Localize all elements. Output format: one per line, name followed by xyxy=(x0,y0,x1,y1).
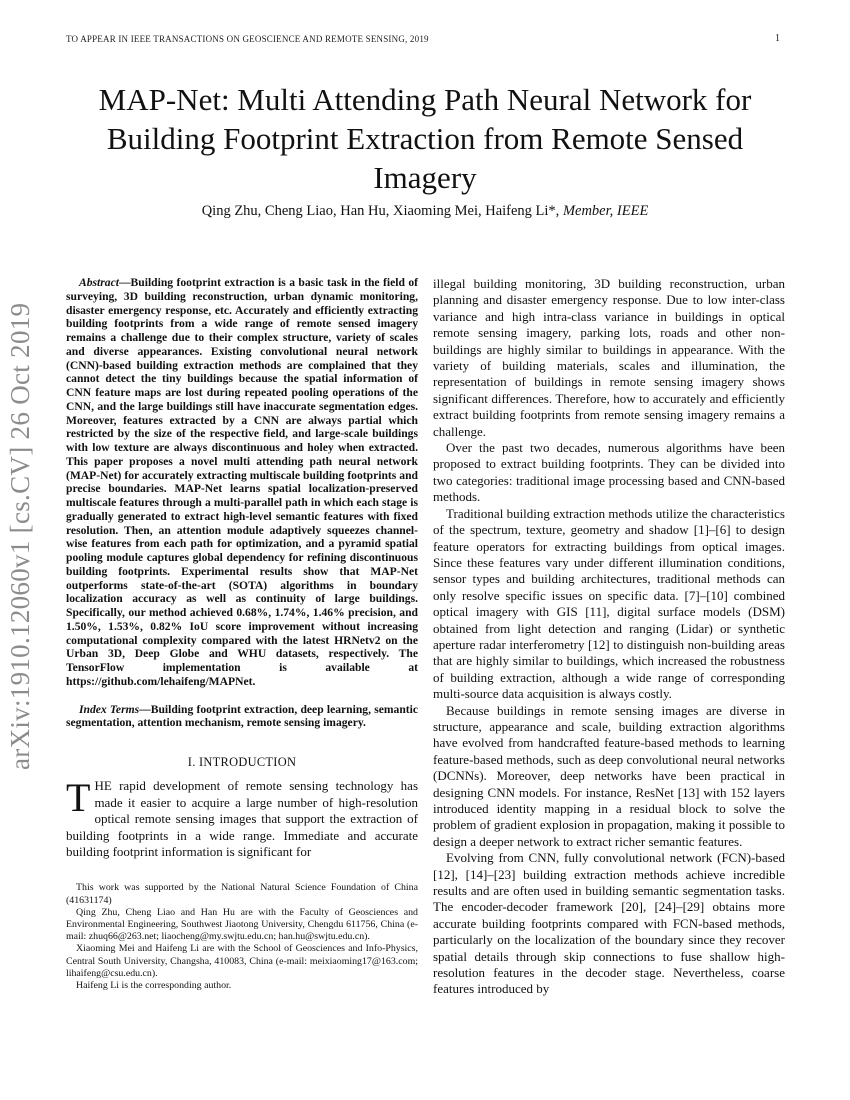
abstract-lead: Abstract xyxy=(79,276,119,289)
index-terms xyxy=(66,703,418,731)
author-line xyxy=(60,203,790,220)
body-paragraph: Because buildings in remote sensing images are diverse in structure, appearance and scale, building extraction algorithms have evolved from handcrafted feature-based methods to learning feature-based methods, such as deep convolutional neural networks (DCNNs). Moreover, deep networks have been practical in designing CNN models. For instance, ResNet [13] with 152 layers introduced identity mapping in a residual block to solve the problem of gradient explosion in propagation, making it possible to design a deeper network to extract richer semantic features. xyxy=(433,702,785,849)
footnotes xyxy=(66,882,418,992)
author-names: Qing Zhu, Cheng Liao, Han Hu, Xiaoming Mei, Haifeng Li*, xyxy=(201,203,563,219)
paper-title: MAP-Net: Multi Attending Path Neural Network for Building Footprint Extraction from Remote Sensed Imagery xyxy=(98,82,752,195)
body-paragraph: Traditional building extraction methods utilize the characteristics of the spectrum, texture, geometry and shadow [1]–[6] to design feature operators for extracting buildings from optical images. Since these features vary under different illumination conditions, sensor types and building architectures, traditional methods can only resolve specific issues on specific data. [7]–[10] combined optical imagery with GIS [11], digital surface models (DSM) obtained from light detection and ranging (Lidar) or synthetic aperture radar interferometry [12] to distinguish non-building areas that are highly similar to buildings, which increased the robustness of building extraction, although a wide range of corresponding multi-source data acquisition is always costly. xyxy=(433,505,785,702)
body-paragraph: Evolving from CNN, fully convolutional network (FCN)-based [12], [14]–[23] building extraction methods achieve incredible results and are often used in building semantic segmentation tasks. The encoder-decoder framework [20], [24]–[29] obtains more accurate building footprints compared with FCN-based methods, particularly on the localization of the boundary since they recover spatial details through skip connections to fuse shallow high-resolution features in the decoder stage. Nevertheless, coarse features introduced by xyxy=(433,850,785,997)
running-head: TO APPEAR IN IEEE TRANSACTIONS ON GEOSCIENCE AND REMOTE SENSING, 2019 xyxy=(66,34,429,44)
introduction-paragraph xyxy=(66,775,418,860)
footnote-funding: This work was supported by the National Natural Science Foundation of China (41631174) xyxy=(66,882,418,906)
body-paragraph: illegal building monitoring, 3D building reconstruction, urban planning and disaster emergency response. Due to low inter-class variance and high intra-class variance in buildings in optical remote sensing imagery, parking lots, roads and other non-buildings are highly similar to buildings in appearance. With the variety of building materials, scales and illumination, the representation of buildings in remote sensing imagery shows significant differences. Therefore, how to accurately and efficiently extract building footprints from remote sensing imagery remains a challenge. xyxy=(433,276,785,439)
abstract xyxy=(66,276,418,689)
introduction-text: HE rapid development of remote sensing technology has made it easier to acquire a large number of high-resolution optical remote sensing images that support the extraction of building footprints in a wide range. Immediate and accurate building footprint information is significant for xyxy=(66,778,418,860)
footnote-affiliation-swjtu: Qing Zhu, Cheng Liao and Han Hu are with the Faculty of Geosciences and Environmental Engineering, Southwest Jiaotong University, Chengdu 611756, China (e-mail: zhuq66@263.net; liaocheng@my.swjtu.edu.cn; han.hu@swjtu.edu.cn). xyxy=(66,906,418,943)
drop-cap: T xyxy=(66,775,91,821)
footnote-corresponding-author: Haifeng Li is the corresponding author. xyxy=(76,980,232,992)
footnote-affiliation-csu: Xiaoming Mei and Haifeng Li are with the School of Geosciences and Info-Physics, Central South University, Changsha, 410083, China (e-mail: meixiaoming17@163.com; lihaifeng@csu.edu.cn). xyxy=(66,943,418,979)
section-heading-introduction: I. INTRODUCTION xyxy=(187,755,297,769)
abstract-text: —Building footprint extraction is a basic task in the field of surveying, 3D building reconstruction, urban dynamic monitoring, disaster emergency response, etc. Accurately and efficiently extracting building footprints from a wide range of remote sensed imagery remains a challenge due to their complex structure, variety of scales and diverse appearances. Existing convolutional neural network (CNN)-based building extraction methods are complained that they cannot detect the tiny buildings because the spatial information of CNN feature maps are lost during repeated pooling operations of the CNN, and the large buildings still have inaccurate segmentation edges. Moreover, features extracted by a CNN are always partial which restricted by the size of the respective field, and large-scale buildings with low texture are always discontinuous and holey when extracted. This paper proposes a novel multi attending path neural network (MAP-Net) for accurately extracting multiscale building footprints and precise boundaries. MAP-Net learns spatial localization-preserved multiscale features through a multi-parallel path in which each stage is gradually generated to extract high-level semantic features with fixed resolution. Then, an attention module adaptively squeezes channel-wise features from each path for optimization, and a pyramid spatial pooling module captures global dependency for refining discontinuous building footprints. Experimental results show that MAP-Net outperforms state-of-the-art (SOTA) algorithms in boundary localization accuracy as well as continuity of large buildings. Specifically, our method achieved 0.68%, 1.74%, 1.46% precision, and 1.50%, 1.53%, 0.82% IoU score improvement without increasing computational complexity compared with the latest HRNetv2 on the Urban 3D, Deep Globe and WHU datasets, respectively. The TensorFlow implementation is available at https://github.com/lehaifeng/MAPNet. xyxy=(66,276,418,688)
body-paragraph: Over the past two decades, numerous algorithms have been proposed to extract building footprints. They can be divided into two categories: traditional image processing based and CNN-based methods. xyxy=(433,440,785,505)
page-number: 1 xyxy=(775,33,780,44)
right-column xyxy=(433,276,785,998)
index-terms-text: —Building footprint extraction, deep learning, semantic segmentation, attention mechanism, remote sensing imagery. xyxy=(66,702,418,730)
left-column xyxy=(66,276,418,992)
arxiv-identifier-stamp[interactable]: arXiv:1910.12060v1 [cs.CV] 26 Oct 2019 xyxy=(5,302,35,770)
author-membership: Member, IEEE xyxy=(562,203,649,219)
index-terms-lead: Index Terms xyxy=(79,702,140,716)
